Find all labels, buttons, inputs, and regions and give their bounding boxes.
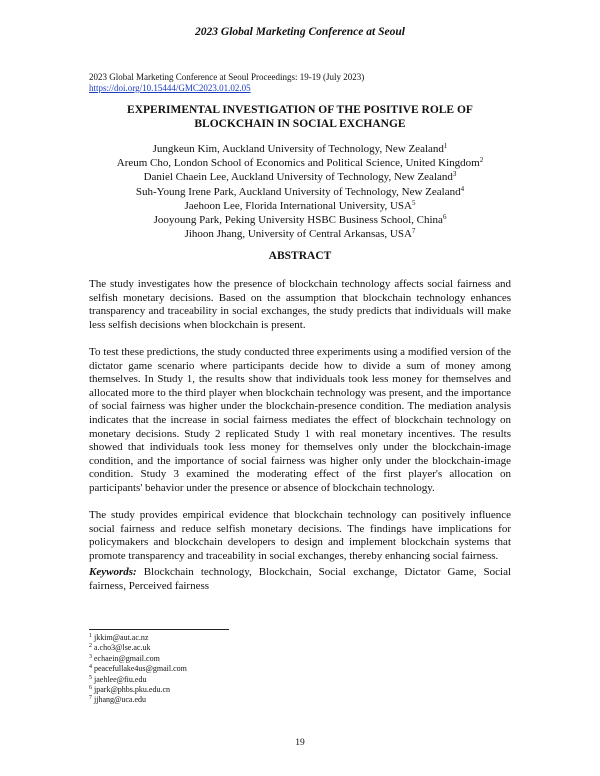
abstract-body xyxy=(89,278,511,594)
doi-link[interactable]: https://doi.org/10.15444/GMC2023.01.02.05 xyxy=(89,83,251,93)
abstract-paragraph-1: The study investigates how the presence of blockchain technology affects social fairness and selfish monetary decisions. Based on the assumption that blockchain technology enhances transparency and traceability in social exchanges, the study predicts that individuals will make less selfish decisions when blockchain is present. xyxy=(89,278,511,331)
author-line: Jaehoon Lee, Florida International University, USA$^5$ xyxy=(184,198,416,212)
footnote: $^1$ jkkim@aut.ac.nz xyxy=(89,633,149,642)
footnote-mark: 2 xyxy=(479,156,484,165)
abstract-heading: ABSTRACT xyxy=(268,250,332,262)
footnote-mark: 1 xyxy=(443,142,448,150)
keywords xyxy=(89,566,511,593)
paper-title xyxy=(89,103,511,131)
footnote-mark: 7 xyxy=(411,227,416,236)
footnote: $^4$ peacefullake4us@gmail.com xyxy=(89,664,187,674)
running-header: 2023 Global Marketing Conference at Seoul xyxy=(195,26,405,38)
author-line: Suh-Young Irene Park, Auckland University of Technology, New Zealand$^4$ xyxy=(135,184,465,198)
footnote-mark: 6 xyxy=(442,213,447,222)
proceedings-info xyxy=(89,72,364,94)
footnote: $^2$ a.cho3@lse.ac.uk xyxy=(89,643,151,653)
footnote: $^5$ jaehlee@fiu.edu xyxy=(89,674,147,684)
footnote-mark: 4 xyxy=(460,184,465,193)
footnote-mark: 3 xyxy=(452,170,457,179)
footnote: $^6$ jpark@phbs.pku.edu.cn xyxy=(89,685,171,695)
author-list xyxy=(60,142,540,241)
paper-title-line-1: EXPERIMENTAL INVESTIGATION OF THE POSITIVE ROLE OF xyxy=(127,104,473,116)
abstract-paragraph-3: The study provides empirical evidence that blockchain technology can positively influence social fairness and reduce selfish monetary decisions. The findings have implications for policymakers and blockchain developers to design and implement blockchain systems that promote transparency and traceability in social exchanges, thereby enhancing social fairness. xyxy=(89,509,511,562)
page-number: 19 xyxy=(295,738,305,748)
keywords-text: Blockchain technology, Blockchain, Social exchange, Dictator Game, Social fairness, Perceived fairness xyxy=(89,566,512,593)
footnote: $^7$ jjhang@uca.edu xyxy=(89,695,147,705)
author-line: Jungkeun Kim, Auckland University of Technology, New Zealand$^1$ xyxy=(152,142,448,155)
footnote: $^3$ echaein@gmail.com xyxy=(89,653,160,663)
keywords-label: Keywords: xyxy=(89,566,137,579)
author-line: Jooyoung Park, Peking University HSBC Business School, China$^6$ xyxy=(153,213,447,227)
footnote-divider xyxy=(89,629,229,630)
paper-title-line-2: BLOCKCHAIN IN SOCIAL EXCHANGE xyxy=(194,118,406,130)
abstract-paragraph-2: To test these predictions, the study conducted three experiments using a modified version of the dictator game scenario where participants decide how to divide a sum of money among themselves. In Study 1, the results show that individuals took less money for themselves and allocated more to the third player when blockchain technology was present, and the importance of social fairness was higher under the blockchain-presence condition. The mediation analysis indicates that the increase in social fairness mediates the effect of blockchain technology on monetary decisions. Study 2 replicated Study 1 with real monetary incentives. The results showed that individuals took less money for themselves only under the blockchain-image condition, and the importance of social fairness was higher only under the blockchain-image condition. Study 3 examined the moderating effect of the first player's allocation on participants' behavior under the presence or absence of blockchain technology. xyxy=(89,345,511,494)
proceedings-citation: 2023 Global Marketing Conference at Seoul Proceedings: 19-19 (July 2023) xyxy=(89,72,365,82)
footnote-mark: 5 xyxy=(411,198,416,207)
footnotes xyxy=(89,633,187,706)
author-line: Areum Cho, London School of Economics and Political Science, United Kingdom$^2$ xyxy=(116,156,484,170)
author-line: Daniel Chaein Lee, Auckland University of Technology, New Zealand$^3$ xyxy=(143,170,457,184)
author-line: Jihoon Jhang, University of Central Arkansas, USA$^7$ xyxy=(184,227,416,241)
